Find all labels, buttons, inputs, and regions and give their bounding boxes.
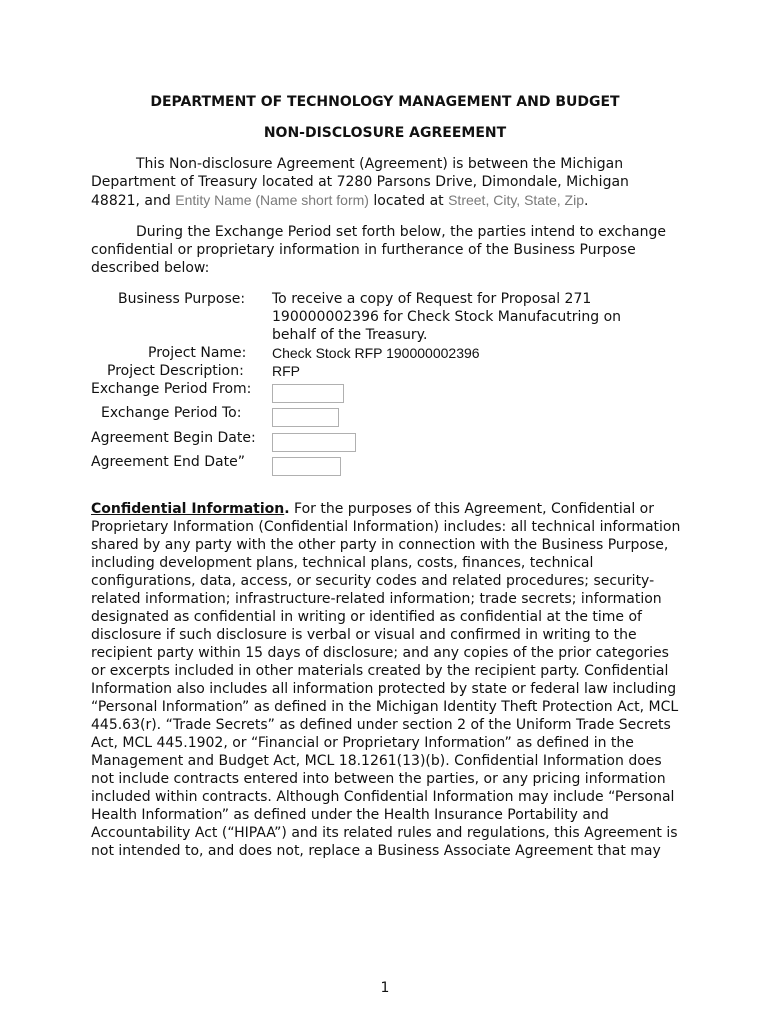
exchange-to-label: Exchange Period To: — [101, 405, 242, 421]
end-date-label: Agreement End Date” — [91, 454, 245, 470]
address-field[interactable]: Street, City, State, Zip — [448, 192, 584, 208]
exchange-intro-paragraph — [91, 223, 681, 277]
exchange-intro-text: During the Exchange Period set forth below, the parties intend to exchange confidential or proprietary information in furtherance of the Business Purpose described below: — [91, 224, 667, 276]
intro-paragraph — [91, 155, 681, 210]
project-description-value: RFP — [272, 363, 300, 379]
document-title: NON-DISCLOSURE AGREEMENT — [263, 125, 507, 141]
confidential-heading: Confidential Information — [91, 501, 285, 517]
project-description-label: Project Description: — [107, 363, 244, 379]
begin-date-input[interactable] — [272, 433, 356, 452]
exchange-from-label: Exchange Period From: — [91, 381, 252, 397]
intro-text-3: . — [584, 193, 589, 209]
exchange-to-input[interactable] — [272, 408, 339, 427]
end-date-input[interactable] — [272, 457, 341, 476]
project-name-label: Project Name: — [148, 345, 247, 361]
exchange-from-input[interactable] — [272, 384, 344, 403]
confidential-heading-period: . — [284, 501, 290, 517]
business-purpose-value: To receive a copy of Request for Proposal 271 190000002396 for Check Stock Manufacutring on behalf of the Treasury. — [272, 291, 622, 343]
confidential-body: For the purposes of this Agreement, Confidential or Proprietary Information (Confidential Information) includes: all technical information shared by any party with the other party in connection with the Business Purpose, including development plans, technical plans, costs, finances, technical configurations, data, access, or security codes and related procedures; security-related information; infrastructure-related information; trade secrets; information designated as confidential in writing or identified as confidential at the time of disclosure if such disclosure is verbal or visual and confirmed in writing to the recipient party within 15 days of disclosure; and any copies of the prior categories or excerpts included in other materials created by the recipient party. Confidential Information also includes all information protected by state or federal law including “Personal Information” as defined in the Michigan Identity Theft Protection Act, MCL 445.63(r). “Trade Secrets” as defined under section 2 of the Uniform Trade Secrets Act, MCL 445.1902, or “Financial or Proprietary Information” as defined in the Management and Budget Act, MCL 18.1261(13)(b). Confidential Information does not include contracts entered into between the parties, or any pricing information included within contracts. Although Confidential Information may include “Personal Health Information” as defined under the Health Insurance Portability and Accountability Act (“HIPAA”) and its related rules and regulations, this Agreement is not intended to, and does not, replace a Business Associate Agreement that may — [91, 501, 681, 859]
intro-text-1: This Non-disclosure Agreement (Agreement) is between the Michigan Department of Treasury located at 7280 Parsons Drive, Dimondale, Michigan 48821, and — [91, 156, 629, 209]
intro-text-2: located at — [368, 193, 449, 209]
confidential-paragraph — [91, 500, 681, 860]
business-purpose-label: Business Purpose: — [118, 291, 246, 307]
page-number: 1 — [380, 980, 390, 996]
department-heading: DEPARTMENT OF TECHNOLOGY MANAGEMENT AND BUDGET — [150, 94, 620, 110]
entity-name-field[interactable]: Entity Name (Name short form) — [175, 192, 369, 208]
project-name-value: Check Stock RFP 190000002396 — [272, 345, 480, 361]
begin-date-label: Agreement Begin Date: — [91, 430, 256, 446]
